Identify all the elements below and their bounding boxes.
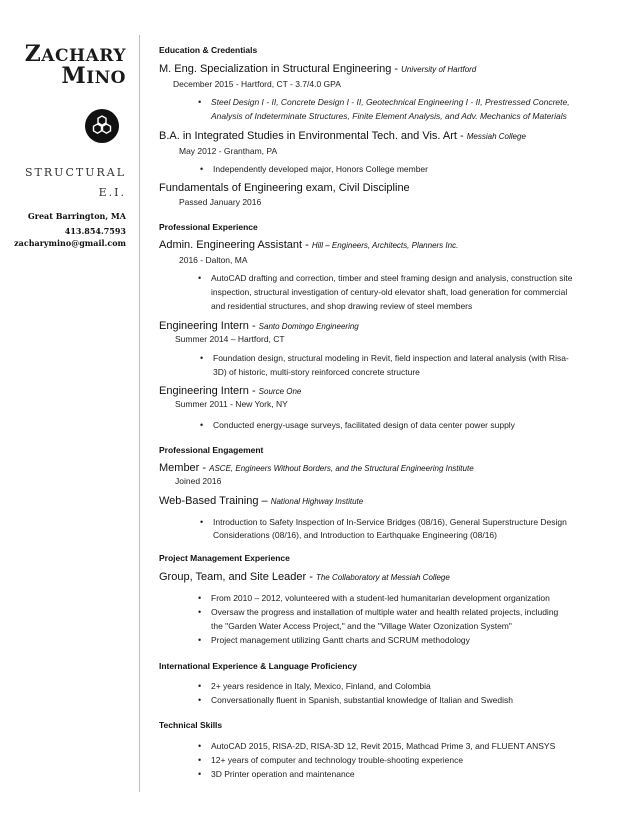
- degree-title: M. Eng. Specialization in Structural Engineering - University of Hartford: [159, 63, 477, 75]
- degree-date: May 2012 - Grantham, PA: [179, 146, 278, 156]
- section-heading-experience: Professional Experience: [159, 222, 258, 232]
- hexagon-emblem-icon: [84, 108, 120, 144]
- job-date: 2016 - Dalton, MA: [179, 255, 248, 265]
- membership-date: Joined 2016: [175, 476, 222, 486]
- degree-date: December 2015 - Hartford, CT - 3.7/4.0 GPA: [173, 79, 341, 89]
- training-title: Web-Based Training – National Highway Institute: [159, 495, 364, 507]
- bullet-item: • Conducted energy-usage surveys, facilitated design of data center power supply: [213, 418, 515, 432]
- section-heading-engagement: Professional Engagement: [159, 445, 264, 455]
- job-date: Summer 2011 - New York, NY: [175, 399, 288, 409]
- job-title: Engineering Intern - Santo Domingo Engineering: [159, 320, 359, 332]
- bullet-continuation: 3D) of historic, multi-story reinforced concrete structure: [213, 367, 420, 377]
- bullet-item: • 3D Printer operation and maintenance: [211, 767, 355, 781]
- phone: 413.854.7593: [64, 226, 126, 236]
- bullet-item: • Conversationally fluent in Spanish, substantial knowledge of Italian and Swedish: [211, 693, 513, 707]
- bullet-item: • Oversaw the progress and installation of multiple water and health related projects, including: [211, 605, 558, 619]
- professional-title-line2: E.I.: [98, 186, 126, 199]
- bullet-item: • Independently developed major, Honors College member: [213, 162, 428, 176]
- name-first: ZACHARY: [24, 41, 126, 67]
- section-heading-education: Education & Credentials: [159, 45, 258, 55]
- bullet-item: • AutoCAD drafting and correction, timber and steel framing design and analysis, construction site: [211, 271, 572, 285]
- name-last: MINO: [61, 63, 126, 89]
- bullet-continuation: the "Garden Water Access Project," and the "Village Water Ozonization System": [211, 621, 512, 631]
- bullet-item: • AutoCAD 2015, RISA-2D, RISA-3D 12, Revit 2015, Mathcad Prime 3, and FLUENT ANSYS: [211, 739, 555, 753]
- bullet-continuation: Analysis of Indeterminate Structures, Finite Element Analysis, and Adv. Mechanics of Materials: [211, 111, 567, 121]
- bullet-item: • Project management utilizing Gantt charts and SCRUM methodology: [211, 633, 470, 647]
- section-heading-international: International Experience & Language Proficiency: [159, 661, 357, 671]
- bullet-continuation: inspection, structural investigation of century-old elevator shaft, load generation for commercial: [211, 287, 568, 297]
- bullet-item: • From 2010 – 2012, volunteered with a student-led humanitarian development organization: [211, 591, 550, 605]
- exam-date: Passed January 2016: [179, 197, 262, 207]
- email: zacharymino@gmail.com: [14, 238, 126, 248]
- bullet-item: • 2+ years residence in Italy, Mexico, Finland, and Colombia: [211, 679, 431, 693]
- bullet-item: • Introduction to Safety Inspection of In-Service Bridges (08/16), General Superstructure Design: [213, 515, 567, 529]
- role-title: Group, Team, and Site Leader - The Collaboratory at Messiah College: [159, 571, 450, 583]
- bullet-item: • Steel Design I - II, Concrete Design I - II, Geotechnical Engineering I - II, Prestressed Concrete,: [211, 95, 570, 109]
- bullet-item: • Foundation design, structural modeling in Revit, field inspection and lateral analysis (with Risa-: [213, 351, 569, 365]
- professional-title-line1: STRUCTURAL: [25, 166, 126, 179]
- sidebar: [0, 0, 126, 826]
- job-title: Engineering Intern - Source One: [159, 385, 302, 397]
- location: Great Barrington, MA: [27, 211, 126, 221]
- bullet-item: • 12+ years of computer and technology trouble-shooting experience: [211, 753, 463, 767]
- exam-title: Fundamentals of Engineering exam, Civil Discipline: [159, 182, 410, 194]
- job-date: Summer 2014 – Hartford, CT: [175, 334, 285, 344]
- bullet-continuation: Considerations (08/16), and Introduction to Earthquake Engineering (08/16): [213, 530, 497, 540]
- job-title: Admin. Engineering Assistant - Hill – Engineers, Architects, Planners Inc.: [159, 239, 459, 251]
- bullet-continuation: and residential structures, and shop drawing review of steel members: [211, 301, 473, 311]
- section-heading-skills: Technical Skills: [159, 720, 223, 730]
- degree-title: B.A. in Integrated Studies in Environmental Tech. and Vis. Art - Messiah College: [159, 130, 526, 142]
- membership-title: Member - ASCE, Engineers Without Borders, and the Structural Engineering Institute: [159, 462, 474, 474]
- vertical-divider: [139, 35, 140, 792]
- section-heading-project: Project Management Experience: [159, 553, 290, 563]
